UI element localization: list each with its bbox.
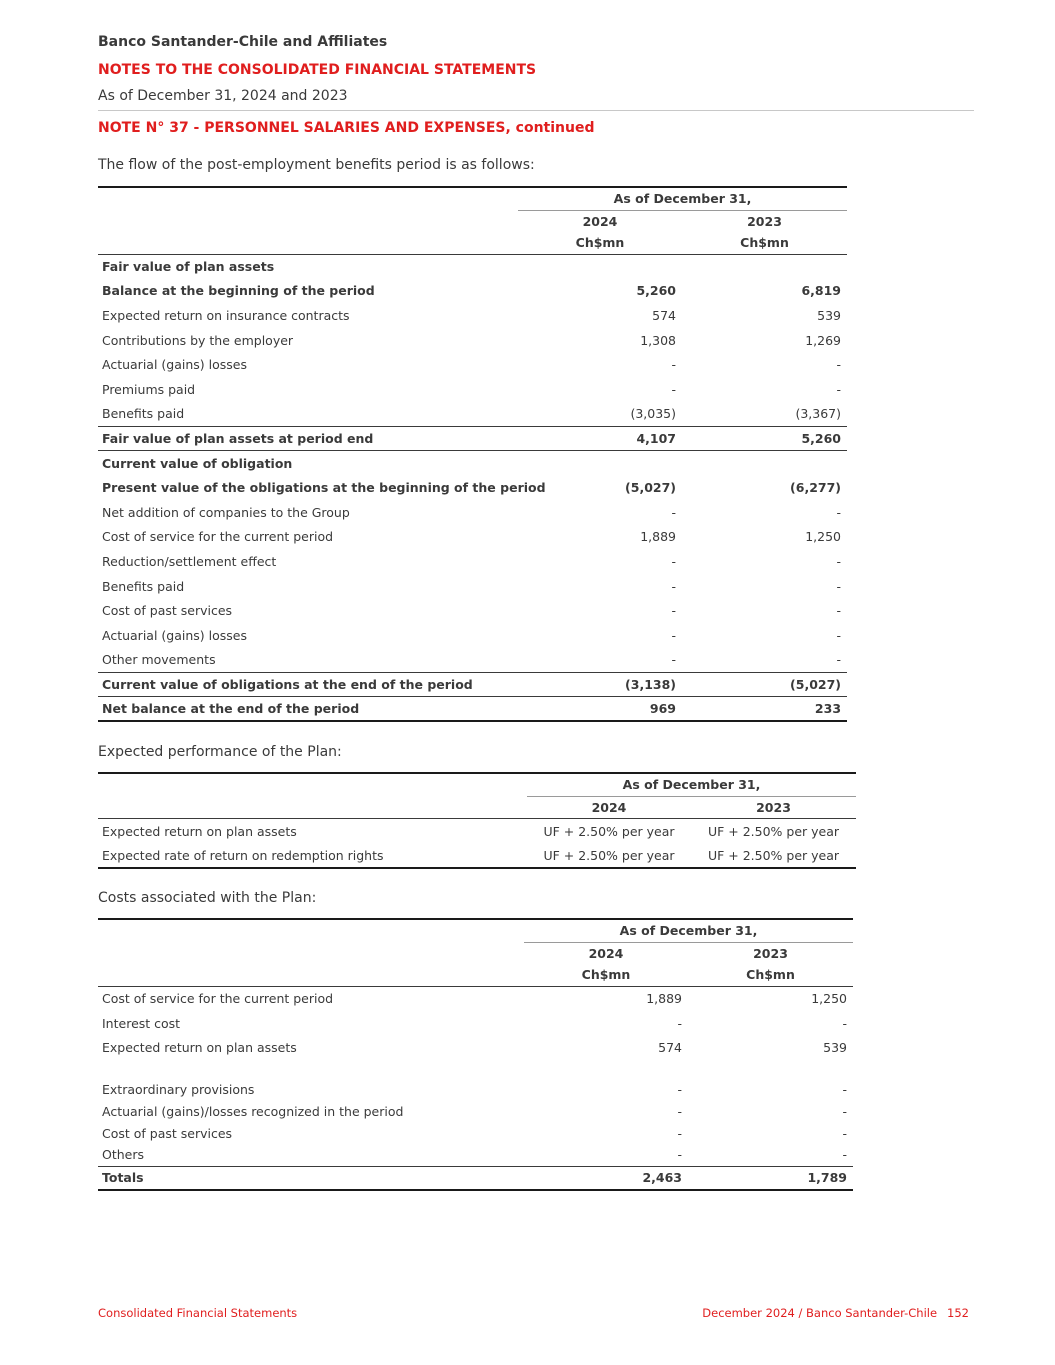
table-row: Expected return on plan assets 574 539	[102, 1040, 848, 1055]
table-row: Current value of obligation	[102, 455, 293, 471]
table-row: Interest cost - -	[102, 1015, 848, 1031]
plan-costs-table	[98, 918, 853, 1191]
date-line: As of December 31, 2024 and 2023	[98, 88, 348, 104]
note-title: NOTE N° 37 - PERSONNEL SALARIES AND EXPENSES, continued	[98, 120, 595, 136]
table2-intro: Expected performance of the Plan:	[98, 744, 342, 760]
table-row: Actuarial (gains) losses - -	[102, 627, 842, 643]
table2-group-header: As of December 31,	[527, 773, 856, 796]
table-row: Balance at the beginning of the period 5,260 6,819	[102, 283, 842, 299]
table2-year-2024: 2024	[527, 796, 691, 818]
table1-year-2024: 2024	[582, 213, 618, 229]
table-row: Benefits paid (3,035) (3,367)	[98, 402, 847, 427]
table-row: Net balance at the end of the period 969 233	[98, 697, 847, 722]
post-employment-benefits-table	[98, 186, 847, 722]
table-row: Actuarial (gains)/losses recognized in the period - -	[102, 1103, 848, 1119]
page-number: 152	[947, 1306, 969, 1320]
table2-year-2023: 2023	[691, 796, 856, 818]
table1-unit-2024: Ch$mn	[518, 232, 682, 254]
notes-title: NOTES TO THE CONSOLIDATED FINANCIAL STATEMENTS	[98, 62, 537, 78]
table3-unit-2024: Ch$mn	[524, 964, 688, 986]
table-row: Fair value of plan assets	[102, 259, 275, 275]
table-row: Totals 2,463 1,789	[98, 1166, 853, 1190]
table-row: Reduction/settlement effect - -	[102, 553, 842, 569]
table-row: Current value of obligations at the end of the period (3,138) (5,027)	[98, 672, 847, 697]
table1-intro: The flow of the post-employment benefits period is as follows:	[98, 157, 535, 173]
table-row: Expected return on plan assets UF + 2.50% per year UF + 2.50% per year	[102, 823, 840, 839]
table1-group-header: As of December 31,	[518, 187, 847, 210]
footer-publication-label: December 2024 / Banco Santander-Chile	[702, 1306, 938, 1320]
table-row: Cost of service for the current period 1,889 1,250	[102, 991, 848, 1007]
table-row: Cost of service for the current period 1,889 1,250	[102, 529, 842, 545]
table-row: Expected return on insurance contracts 574 539	[102, 307, 842, 323]
footer-document-name: Consolidated Financial Statements	[98, 1306, 298, 1320]
table-row: Cost of past services - -	[102, 1125, 848, 1141]
header-divider	[98, 110, 974, 111]
table-row: Present value of the obligations at the beginning of the period (5,027) (6,277)	[102, 480, 842, 496]
company-name: Banco Santander-Chile and Affiliates	[98, 34, 388, 50]
table-row: Actuarial (gains) losses - -	[102, 357, 842, 373]
table-row: Benefits paid - -	[102, 578, 842, 594]
table-row: Contributions by the employer 1,308 1,269	[102, 332, 842, 348]
table-spacer	[98, 1060, 853, 1078]
table-row: Other movements - -	[98, 648, 847, 673]
table-row: Premiums paid - -	[102, 381, 842, 397]
table3-group-header: As of December 31,	[524, 919, 853, 942]
table3-intro: Costs associated with the Plan:	[98, 890, 317, 906]
table3-unit-2023: Ch$mn	[688, 964, 853, 986]
table-row: Extraordinary provisions - -	[102, 1081, 848, 1097]
table3-year-2023: 2023	[753, 945, 788, 961]
table-row: Net addition of companies to the Group - -	[102, 504, 842, 520]
table1-year-2023: 2023	[747, 213, 782, 229]
footer-publication	[702, 1306, 969, 1320]
table-row: Expected rate of return on redemption rights UF + 2.50% per year UF + 2.50% per year	[98, 844, 856, 868]
table-row: Cost of past services - -	[102, 603, 842, 619]
table3-year-2024: 2024	[588, 945, 624, 961]
table-row: Fair value of plan assets at period end 4,107 5,260	[98, 426, 847, 451]
expected-performance-table	[98, 772, 856, 869]
table-row: Others - -	[98, 1144, 853, 1166]
table1-unit-2023: Ch$mn	[682, 232, 847, 254]
